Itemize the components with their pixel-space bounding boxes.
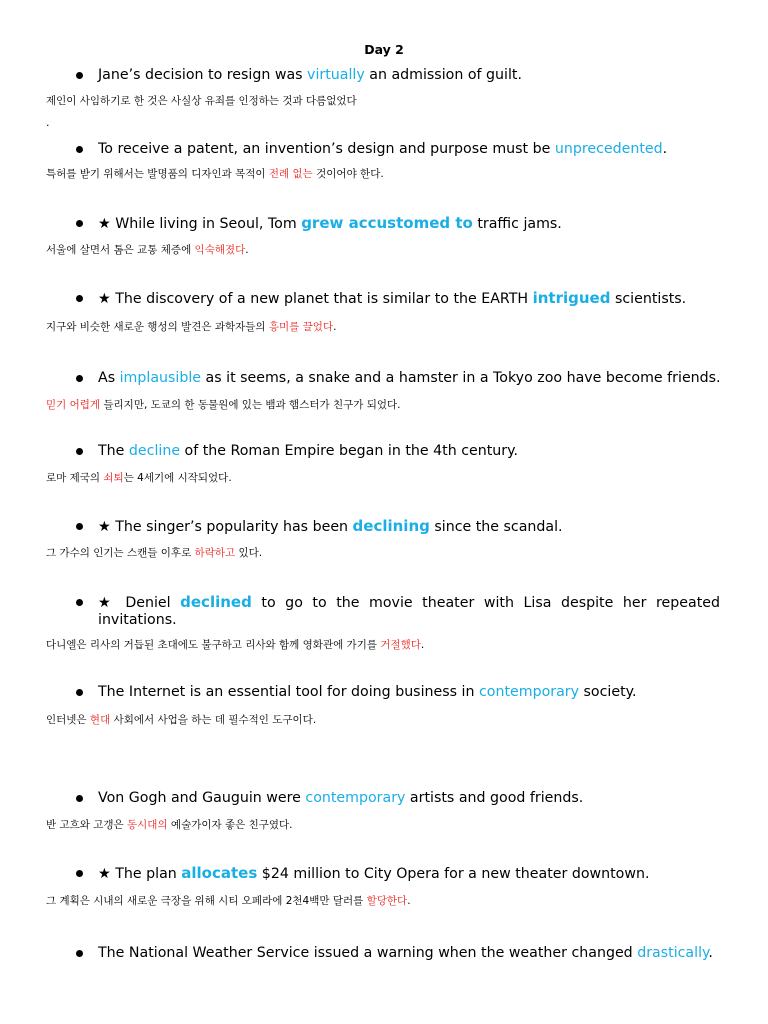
vocab-word: contemporary xyxy=(305,790,406,806)
english-sentence: As implausible as it seems, a snake and a hamster in a Tokyo zoo have become friends. xyxy=(98,370,721,386)
english-sentence: Von Gogh and Gauguin were contemporary artists and good friends. xyxy=(98,790,584,806)
korean-translation: 제인이 사임하기로 한 것은 사실상 유죄를 인정하는 것과 다름없었다 xyxy=(46,95,357,107)
page-title: Day 2 xyxy=(364,42,404,57)
bullet-icon xyxy=(74,865,84,882)
korean-translation: 그 가수의 인기는 스캔들 이후로 하락하고 있다. xyxy=(46,547,263,559)
korean-translation: 로마 제국의 쇠퇴는 4세기에 시작되었다. xyxy=(46,472,232,484)
translation-highlight: 믿기 어렵게 xyxy=(46,399,101,411)
korean-translation: 지구와 비슷한 새로운 행성의 발견은 과학자들의 흥미를 끌었다. xyxy=(46,321,337,333)
bullet-icon xyxy=(74,790,84,807)
bullet-icon xyxy=(74,141,84,158)
vocab-word: contemporary xyxy=(478,684,580,700)
korean-translation: 그 계획은 시내의 새로운 극장을 위해 시티 오페라에 2천4백만 달러를 할당한다. xyxy=(46,895,411,907)
english-sentence: The decline of the Roman Empire began in the 4th century. xyxy=(98,443,518,459)
english-sentence: ★ While living in Seoul, Tom grew accustomed to traffic jams. xyxy=(98,214,562,232)
korean-translation: 인터넷은 현대 사회에서 사업을 하는 데 필수적인 도구이다. xyxy=(46,714,317,726)
bullet-icon xyxy=(74,215,84,232)
english-sentence: ★ Deniel declined to go to the movie theater with Lisa despite her repeated invitations. xyxy=(98,593,720,628)
vocab-word: declining xyxy=(352,517,430,535)
vocab-word: intrigued xyxy=(532,289,611,307)
english-sentence: ★ The singer’s popularity has been declining since the scandal. xyxy=(98,517,563,535)
translation-highlight: 전례 없는 xyxy=(268,168,313,180)
bullet-icon xyxy=(74,67,84,84)
korean-translation: 다니엘은 리사의 거듭된 초대에도 불구하고 리사와 함께 영화관에 가기를 거절했다. xyxy=(46,639,425,651)
english-sentence: ★ The discovery of a new planet that is similar to the EARTH intrigued scientists. xyxy=(98,289,687,307)
vocab-word: unprecedented xyxy=(554,141,663,157)
bullet-icon xyxy=(74,594,84,611)
translation-highlight: 쇠퇴 xyxy=(103,472,124,484)
english-sentence: The National Weather Service issued a warning when the weather changed drastically. xyxy=(98,945,713,961)
korean-translation: 특허를 받기 위해서는 발명품의 디자인과 목적이 전례 없는 것이어야 한다. xyxy=(46,168,384,180)
vocab-word: drastically xyxy=(637,945,709,961)
translation-highlight: 익숙해졌다 xyxy=(194,244,246,256)
translation-highlight: 할당한다 xyxy=(366,895,408,907)
vocab-word: grew accustomed to xyxy=(301,214,473,232)
vocab-word: virtually xyxy=(307,67,365,83)
bullet-icon xyxy=(74,370,84,387)
english-sentence: ★ The plan allocates $24 million to City Opera for a new theater downtown. xyxy=(98,864,650,882)
vocab-word: allocates xyxy=(181,864,258,882)
english-sentence: Jane’s decision to resign was virtually an admission of guilt. xyxy=(98,67,522,83)
translation-highlight: 거절했다 xyxy=(380,639,421,651)
bullet-icon xyxy=(74,518,84,535)
bullet-icon xyxy=(74,290,84,307)
translation-highlight: 현대 xyxy=(89,714,111,726)
stray-period: . xyxy=(46,116,50,129)
bullet-icon xyxy=(74,684,84,701)
english-sentence: To receive a patent, an invention’s design and purpose must be unprecedented. xyxy=(98,141,668,157)
translation-highlight: 동시대의 xyxy=(127,819,168,831)
vocab-word: declined xyxy=(180,593,252,611)
korean-translation: 믿기 어렵게 들리지만, 도쿄의 한 동물원에 있는 뱀과 햄스터가 친구가 되었다. xyxy=(46,399,401,411)
bullet-icon xyxy=(74,945,84,962)
korean-translation: 서울에 살면서 톰은 교통 체증에 익숙해졌다. xyxy=(46,244,249,256)
translation-highlight: 흥미를 끌었다 xyxy=(268,321,334,333)
bullet-icon xyxy=(74,443,84,460)
vocab-word: decline xyxy=(128,443,181,459)
vocab-word: implausible xyxy=(119,370,202,386)
english-sentence: The Internet is an essential tool for doing business in contemporary society. xyxy=(98,684,637,700)
translation-highlight: 하락하고 xyxy=(194,547,236,559)
korean-translation: 반 고흐와 고갱은 동시대의 예술가이자 좋은 친구였다. xyxy=(46,819,293,831)
